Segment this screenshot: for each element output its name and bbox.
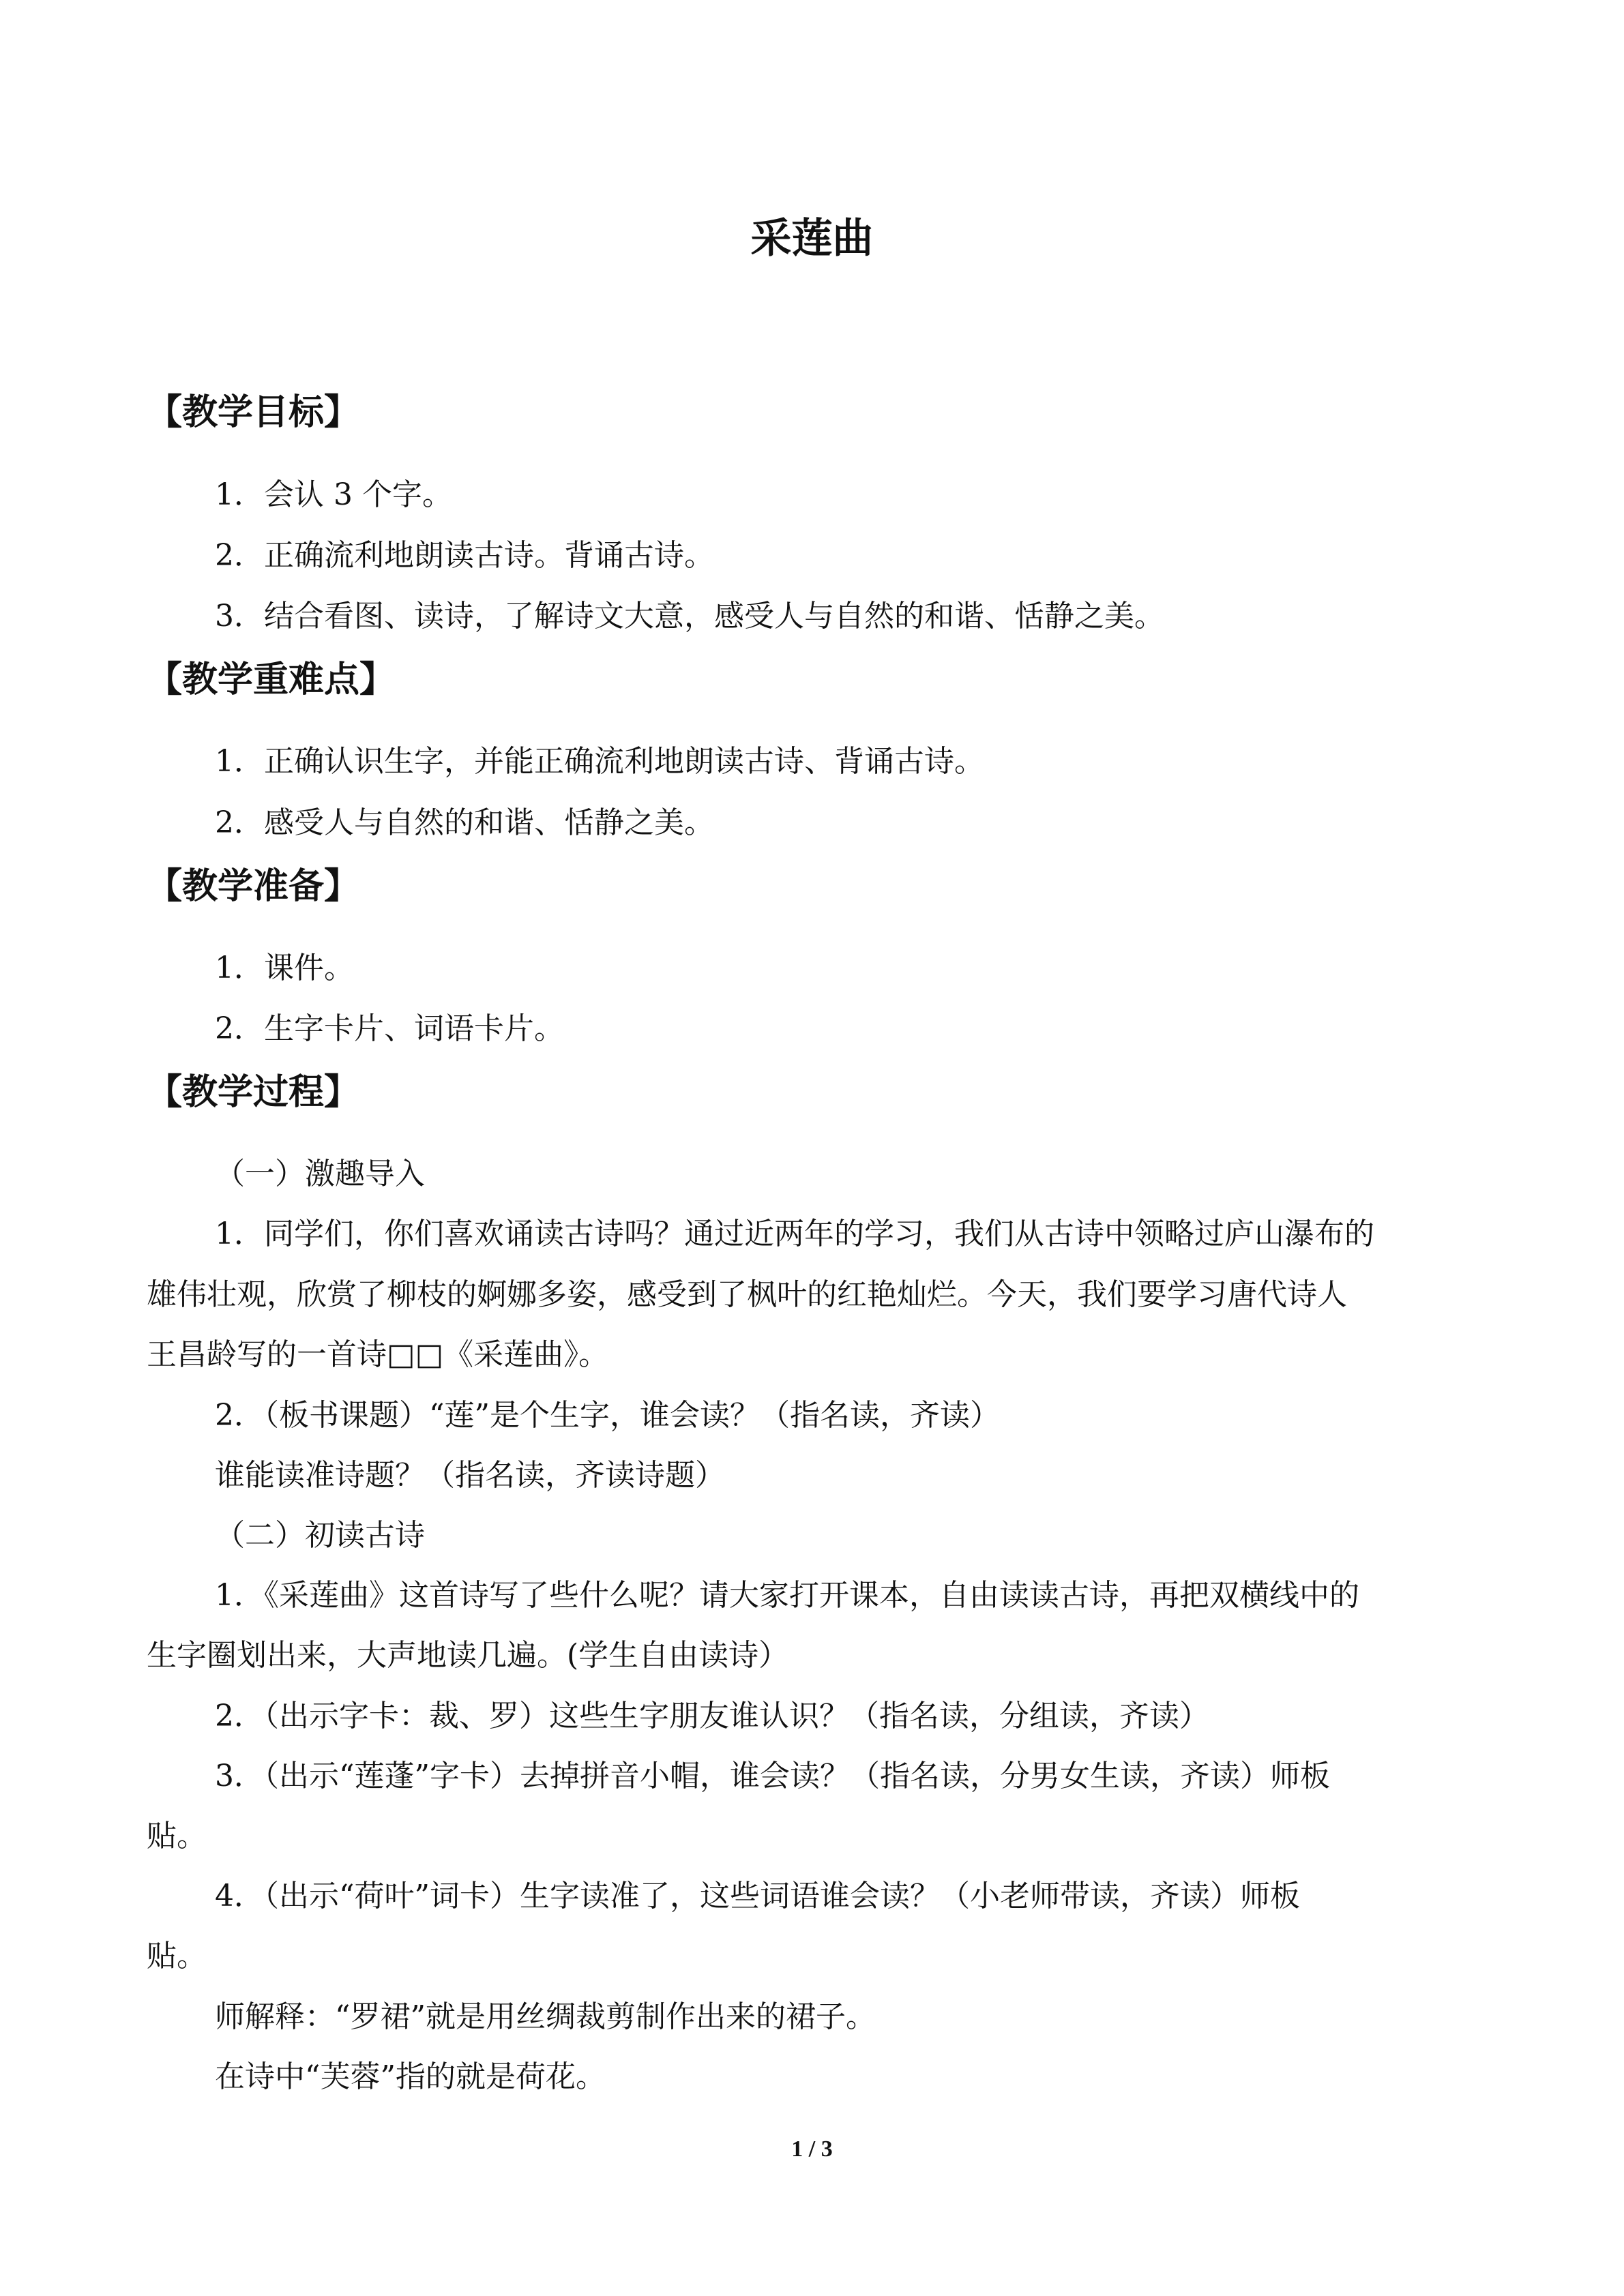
goal-item: 1．会认 3 个字。 bbox=[215, 477, 452, 512]
goal-item: 2．正确流利地朗读古诗。背诵古诗。 bbox=[215, 538, 714, 573]
section-title: （一）激趣导入 bbox=[215, 1157, 425, 1191]
paragraph-line: 生字圈划出来，大声地读几遍。(学生自由读诗） bbox=[147, 1638, 789, 1673]
paragraph-line: 3．（出示“莲蓬”字卡）去掉拼音小帽，谁会读？（指名读，分男女生读，齐读）师板 bbox=[215, 1759, 1330, 1793]
document-title: 采莲曲 bbox=[750, 215, 874, 263]
paragraph-line: 1．同学们，你们喜欢诵读古诗吗？通过近两年的学习，我们从古诗中领略过庐山瀑布的 bbox=[215, 1217, 1374, 1251]
paragraph-line: 师解释：“罗裙”就是用丝绸裁剪制作出来的裙子。 bbox=[215, 1999, 876, 2034]
paragraph-line: 谁能读准诗题？（指名读，齐读诗题） bbox=[215, 1458, 725, 1493]
key-point-item: 2．感受人与自然的和谐、恬静之美。 bbox=[215, 805, 714, 840]
heading-goals: 【教学目标】 bbox=[147, 392, 360, 433]
preparation-item: 1．课件。 bbox=[215, 951, 354, 985]
heading-key-points: 【教学重难点】 bbox=[147, 659, 396, 700]
goal-item: 3．结合看图、读诗，了解诗文大意，感受人与自然的和谐、恬静之美。 bbox=[215, 599, 1164, 633]
paragraph-line: 在诗中“芙蓉”指的就是荷花。 bbox=[215, 2059, 606, 2094]
heading-process: 【教学过程】 bbox=[147, 1072, 360, 1113]
paragraph-line: 贴。 bbox=[147, 1939, 207, 1973]
preparation-item: 2．生字卡片、词语卡片。 bbox=[215, 1011, 564, 1046]
paragraph-line: 2．（出示字卡：裁、罗）这些生字朋友谁认识？（指名读，分组读，齐读） bbox=[215, 1699, 1209, 1733]
key-point-item: 1．正确认识生字，并能正确流利地朗读古诗、背诵古诗。 bbox=[215, 744, 984, 779]
paragraph-line: 雄伟壮观，欣赏了柳枝的婀娜多姿，感受到了枫叶的红艳灿烂。今天，我们要学习唐代诗人 bbox=[147, 1277, 1347, 1312]
paragraph-line: 2．（板书课题）“莲”是个生字，谁会读？（指名读，齐读） bbox=[215, 1398, 1000, 1433]
page-number: 1 / 3 bbox=[791, 2136, 833, 2162]
paragraph-line: 4．（出示“荷叶”词卡）生字读准了，这些词语谁会读？（小老师带读，齐读）师板 bbox=[215, 1879, 1300, 1913]
section-title: （二）初读古诗 bbox=[215, 1518, 425, 1553]
paragraph-line: 贴。 bbox=[147, 1819, 207, 1853]
heading-preparation: 【教学准备】 bbox=[147, 866, 360, 907]
paragraph-line: 1．《采莲曲》这首诗写了些什么呢？请大家打开课本，自由读读古诗，再把双横线中的 bbox=[215, 1578, 1359, 1613]
paragraph-line: 王昌龄写的一首诗□□《采莲曲》。 bbox=[147, 1337, 609, 1372]
